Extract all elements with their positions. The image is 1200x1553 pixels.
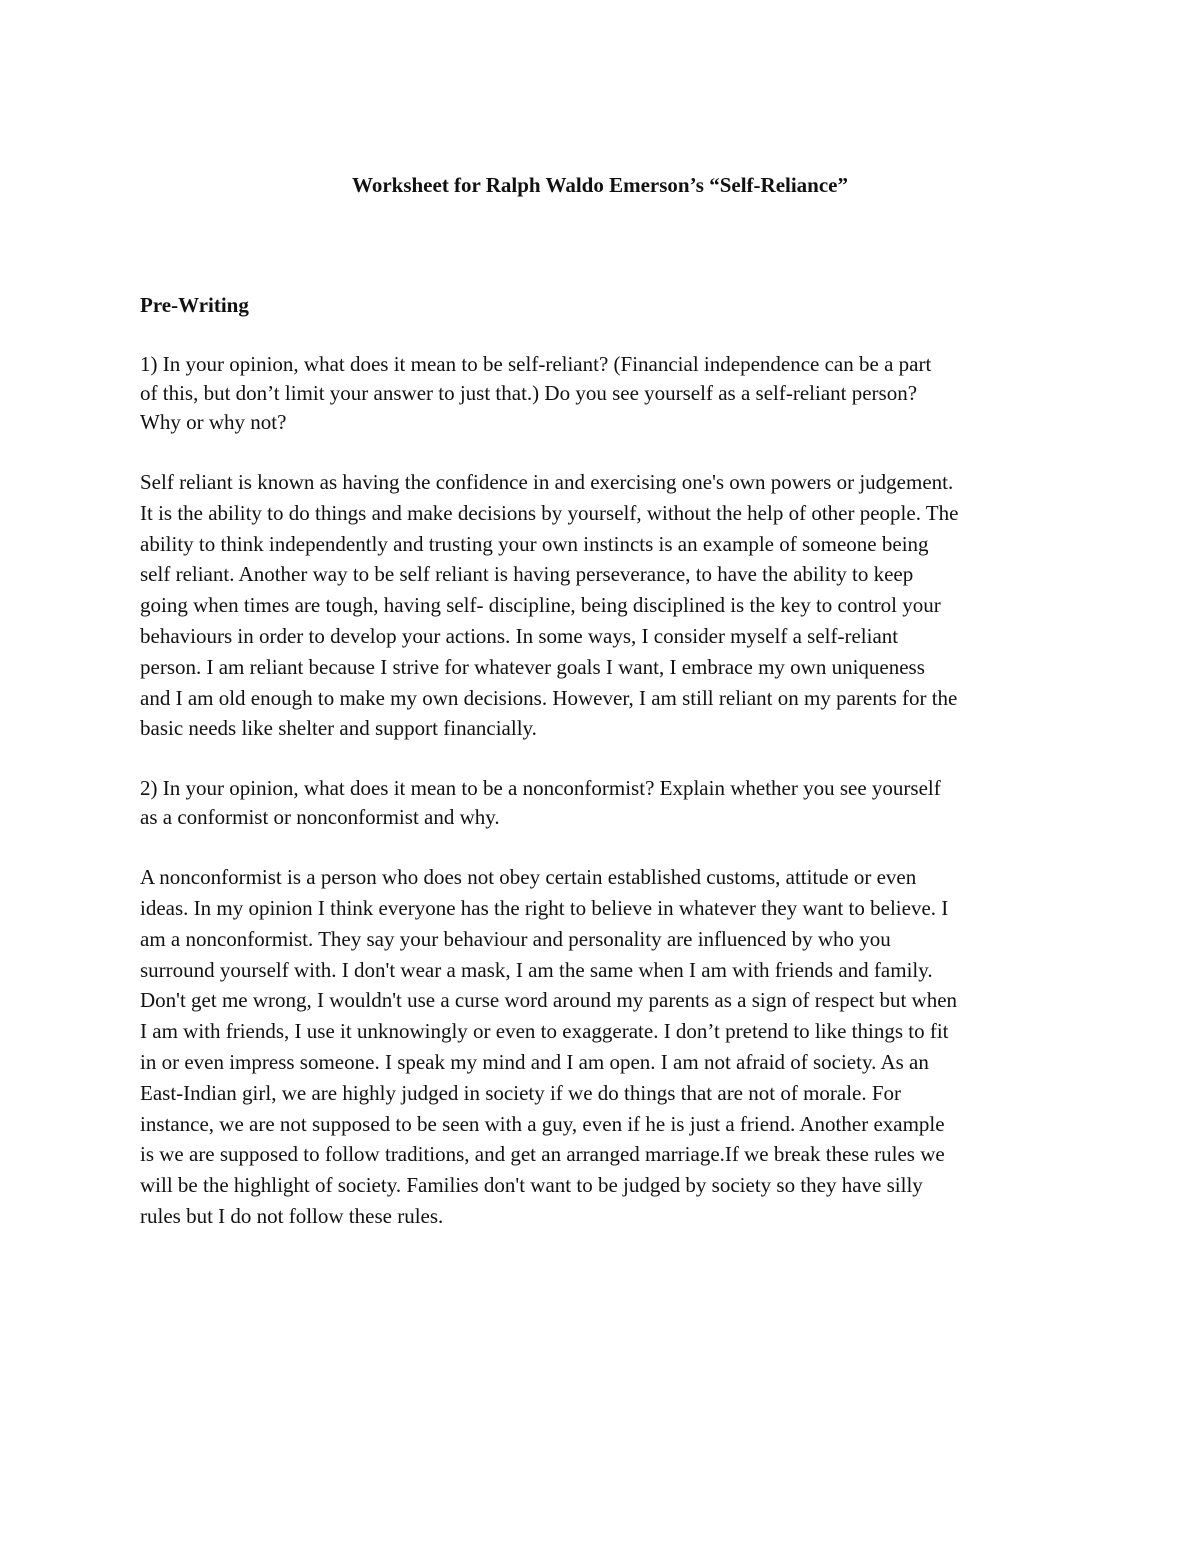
question-2: 2) In your opinion, what does it mean to be a nonconformist? Explain whether you see yourself as a conformist or nonconformist and why. <box>140 776 941 830</box>
section-heading: Pre-Writing <box>140 293 249 317</box>
answer-1: Self reliant is known as having the confidence in and exercising one's own powers or judgement. It is the ability to do things and make decisions by yourself, without the help of other people. The ability to think independently and trusting your own instincts is an example of someone being self reliant. Another way to be self reliant is having perseverance, to have the ability to keep going when times are tough, having self- discipline, being disciplined is the key to control your behaviours in order to develop your actions. In some ways, I consider myself a self-reliant person. I am reliant because I strive for whatever goals I want, I embrace my own uniqueness and I am old enough to make my own decisions. However, I am still reliant on my parents for the basic needs like shelter and support financially. <box>140 470 959 741</box>
document-body <box>140 290 1070 1262</box>
question-1: 1) In your opinion, what does it mean to be self-reliant? (Financial independence can be a part of this, but don’t limit your answer to just that.) Do you see yourself as a self-reliant person? Why or why not? <box>140 352 932 434</box>
document-title: Worksheet for Ralph Waldo Emerson’s “Self-Reliance” <box>351 173 849 197</box>
answer-2: A nonconformist is a person who does not obey certain established customs, attitude or even ideas. In my opinion I think everyone has the right to believe in whatever they want to believe. I am a nonconformist. They say your behaviour and personality are influenced by who you surround yourself with. I don't wear a mask, I am the same when I am with friends and family. Don't get me wrong, I wouldn't use a curse word around my parents as a sign of respect but when I am with friends, I use it unknowingly or even to exaggerate. I don’t pretend to like things to fit in or even impress someone. I speak my mind and I am open. I am not afraid of society. As an East-Indian girl, we are highly judged in society if we do things that are not of morale. For instance, we are not supposed to be seen with a guy, even if he is just a friend. Another example is we are supposed to follow traditions, and get an arranged marriage.If we break these rules we will be the highlight of society. Families don't want to be judged by society so they have silly rules but I do not follow these rules. <box>140 865 958 1228</box>
